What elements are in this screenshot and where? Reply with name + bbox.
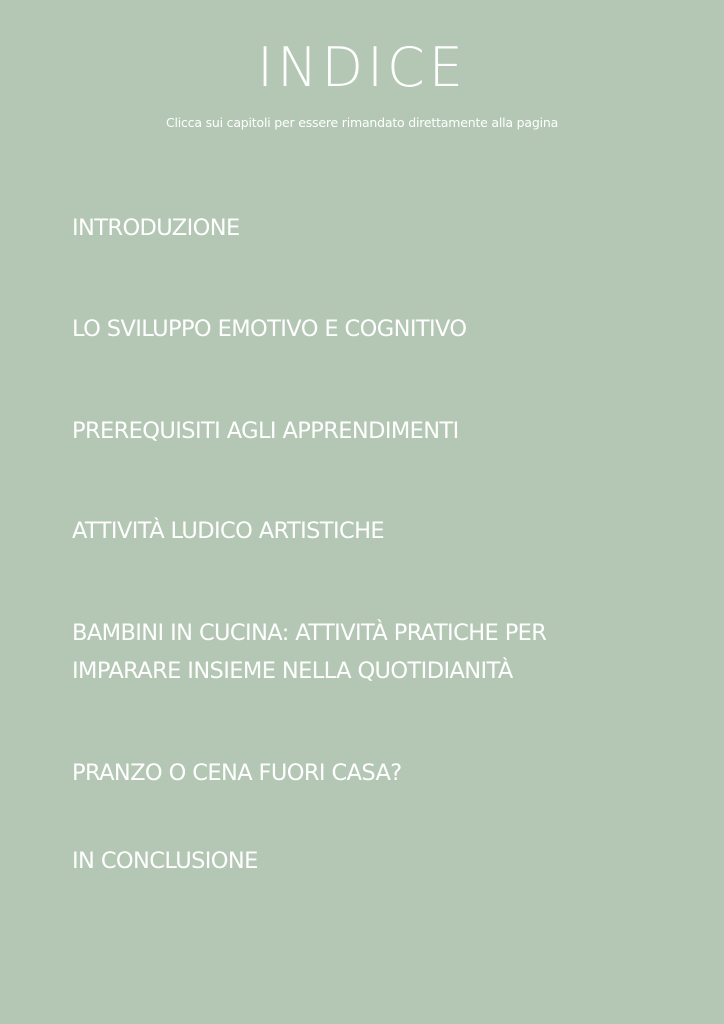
page-subtitle: Clicca sui capitoli per essere rimandato direttamente alla pagina xyxy=(165,115,559,130)
chapter-label-line-1: BAMBINI IN CUCINA: ATTIVITÀ PRATICHE PER xyxy=(72,620,547,646)
chapter-label: PRANZO O CENA FUORI CASA? xyxy=(72,760,402,786)
chapter-link-introduzione[interactable] xyxy=(72,209,672,247)
chapter-label: LO SVILUPPO EMOTIVO E COGNITIVO xyxy=(72,316,467,342)
chapter-label: IN CONCLUSIONE xyxy=(72,848,258,874)
chapter-link-in-conclusione[interactable] xyxy=(72,842,672,880)
chapter-link-prerequisiti[interactable] xyxy=(72,412,672,450)
chapter-link-attivita-ludico[interactable] xyxy=(72,512,672,550)
chapter-link-sviluppo-emotivo[interactable] xyxy=(72,310,672,348)
chapter-label-line-2: IMPARARE INSIEME NELLA QUOTIDIANITÀ xyxy=(72,658,513,684)
chapter-link-pranzo-o-cena[interactable] xyxy=(72,754,672,792)
chapter-label: INTRODUZIONE xyxy=(72,215,240,241)
chapter-label: ATTIVITÀ LUDICO ARTISTICHE xyxy=(72,518,385,544)
page-title: INDICE xyxy=(257,36,467,99)
chapter-label: PREREQUISITI AGLI APPRENDIMENTI xyxy=(72,418,459,444)
chapter-link-bambini-in-cucina[interactable] xyxy=(72,614,672,690)
